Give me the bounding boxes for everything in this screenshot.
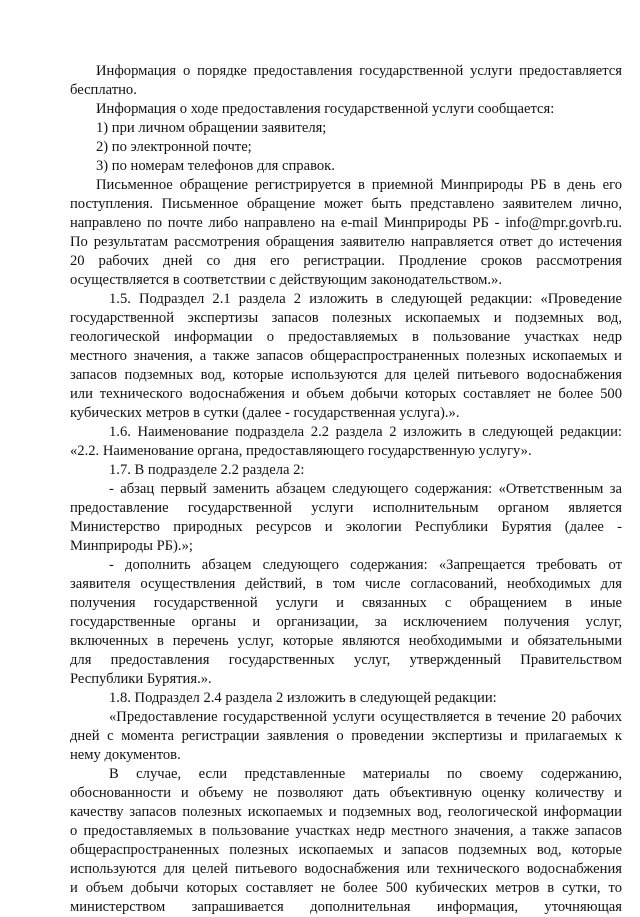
- text-line: Информация о порядке предоставления государственной услуги предоставляется: [96, 63, 622, 79]
- text-line: 1.6. Наименование подраздела 2.2 раздела 2 изложить в следующей редакции:: [109, 424, 622, 440]
- text-line: Министерство природных ресурсов и экологии Республики Бурятия (далее -: [70, 519, 622, 535]
- text-line: «2.2. Наименование органа, предоставляющего государственную услугу».: [70, 443, 532, 459]
- text-line: 20 рабочих дней со дня его регистрации. Продление сроков рассмотрения: [70, 253, 622, 269]
- text-line: Республики Бурятия.».: [70, 671, 212, 687]
- text-line: Информация о ходе предоставления государственной услуги сообщается:: [96, 101, 555, 117]
- text-line: осуществляется в соответствии с действующим законодательством.».: [70, 272, 502, 288]
- text-line: 1.8. Подраздел 2.4 раздела 2 изложить в следующей редакции:: [109, 690, 497, 706]
- text-line: государственной экспертизы запасов полезных ископаемых и подземных вод,: [70, 310, 622, 326]
- text-line: По результатам рассмотрения обращения заявителю направляется ответ до истечения: [70, 234, 622, 250]
- text-line: - дополнить абзацем следующего содержания: «Запрещается требовать от: [109, 557, 622, 573]
- text-line: и объем добычи которых составляет не более 500 кубических метров в сутки, то: [70, 880, 622, 896]
- text-line: предоставление государственной услуги исполнительным органом является: [70, 500, 622, 516]
- text-line: обоснованности и объему не позволяют дать объективную оценку количеству и: [70, 785, 622, 801]
- text-line: 1.5. Подраздел 2.1 раздела 2 изложить в следующей редакции: «Проведение: [109, 291, 622, 307]
- text-line: заявителя осуществления действий, в том числе согласований, необходимых для: [70, 576, 622, 592]
- text-line: В случае, если представленные материалы по своему содержанию,: [109, 766, 622, 782]
- text-line: для предоставления государственных услуг, утвержденный Правительством: [70, 652, 622, 668]
- text-line: местного значения, а также запасов общераспространенных полезных ископаемых и: [70, 348, 622, 364]
- text-line: государственные органы и организации, за исключением получения услуг,: [70, 614, 622, 630]
- text-line: 1.7. В подразделе 2.2 раздела 2:: [109, 462, 305, 478]
- text-line: общераспространенных полезных ископаемых и запасов подземных вод, которые: [70, 842, 622, 858]
- text-line: 3) по номерам телефонов для справок.: [96, 158, 335, 174]
- text-line: нему документов.: [70, 747, 181, 763]
- text-line: «Предоставление государственной услуги осуществляется в течение 20 рабочих: [109, 709, 622, 725]
- text-line: запасов подземных вод, которые используются для целей питьевого водоснабжения: [70, 367, 622, 383]
- text-line: бесплатно.: [70, 82, 137, 98]
- text-line: 1) при личном обращении заявителя;: [96, 120, 327, 136]
- text-line: - абзац первый заменить абзацем следующего содержания: «Ответственным за: [109, 481, 622, 497]
- text-line: или технического водоснабжения и объем добычи которых составляет не более 500: [70, 386, 622, 402]
- text-line: Минприроды РБ).»;: [70, 538, 193, 554]
- text-line: о предоставляемых в пользование участках недр местного значения, а также запасов: [70, 823, 622, 839]
- text-line: качеству запасов полезных ископаемых и подземных вод, геологической информации: [70, 804, 622, 820]
- text-line: кубических метров в сутки (далее - государственная услуга).».: [70, 405, 460, 421]
- text-line: поступления. Письменное обращение может быть представлено заявителем лично,: [70, 196, 622, 212]
- text-line: дней с момента регистрации заявления о проведении экспертизы и прилагаемых к: [70, 728, 622, 744]
- text-line: геологической информации о предоставляемых в пользование участках недр: [70, 329, 622, 345]
- text-line: 2) по электронной почте;: [96, 139, 252, 155]
- text-line: Письменное обращение регистрируется в приемной Минприроды РБ в день его: [96, 177, 622, 193]
- text-line: направлено по почте либо направлено на e-mail Минприроды РБ - info@mpr.govrb.ru.: [70, 215, 622, 231]
- text-line: получения государственной услуги и связанных с обращением в иные: [70, 595, 622, 611]
- text-line: включенных в перечень услуг, которые являются необходимыми и обязательными: [70, 633, 622, 649]
- text-line: используются для целей питьевого водоснабжения или технического водоснабжения: [70, 861, 622, 877]
- text-line: министерством запрашивается дополнительная информация, уточняющая: [70, 899, 622, 915]
